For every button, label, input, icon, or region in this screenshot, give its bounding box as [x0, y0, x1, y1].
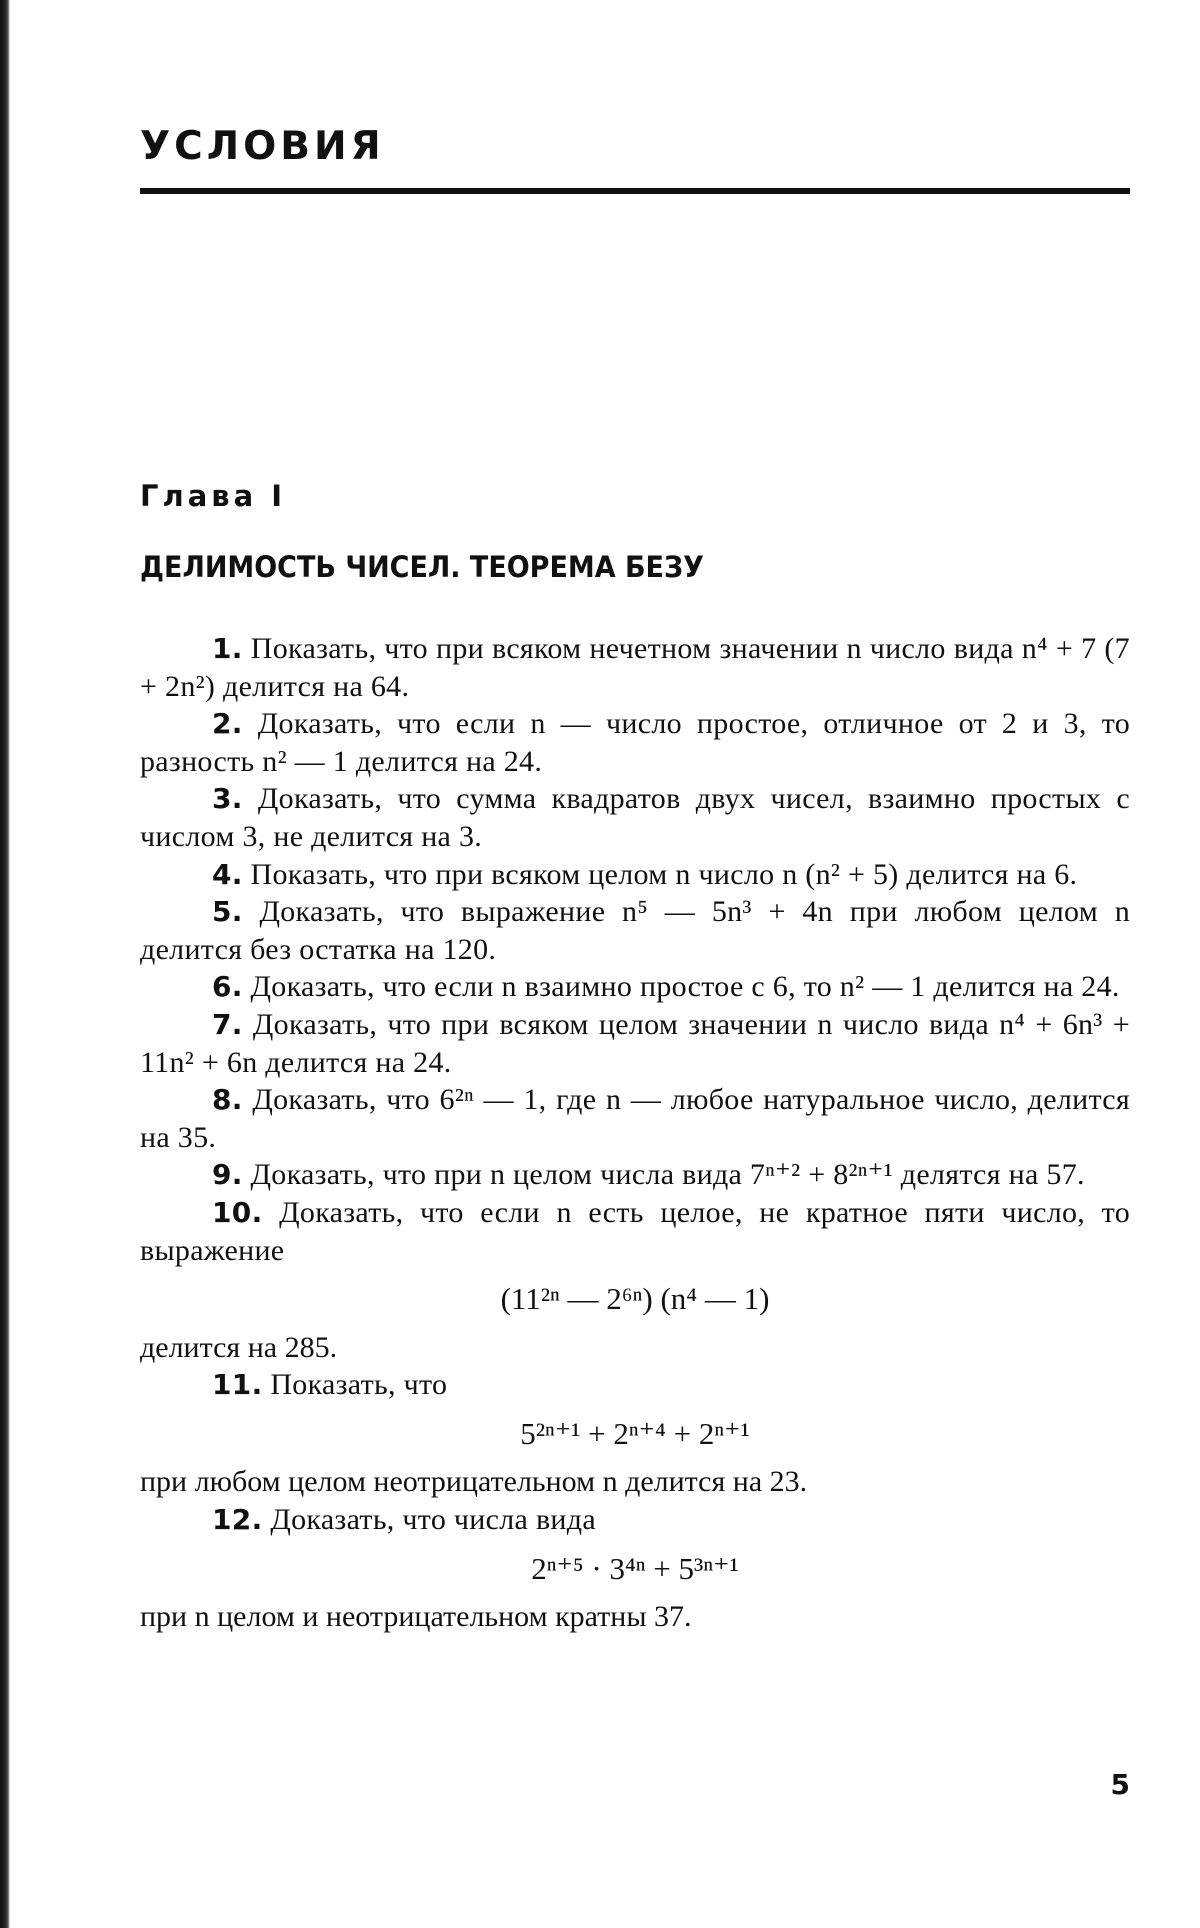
problem-2: [140, 705, 1130, 780]
problem-5: [140, 893, 1130, 968]
problem-text: Доказать, что выражение n⁵ — 5n³ + 4n при любом целом n делится без остатка на 120.: [140, 895, 1130, 966]
header-rule: [140, 188, 1130, 194]
problem-1: [140, 630, 1130, 705]
problem-text: Доказать, что при всяком целом значении n число вида n⁴ + 6n³ + 11n² + 6n делится на 24.: [140, 1007, 1130, 1079]
problem-12: [140, 1501, 1130, 1539]
problem-3: [140, 780, 1130, 855]
problem-7: [140, 1006, 1130, 1081]
problem-4: [140, 856, 1130, 894]
problem-10: [140, 1194, 1130, 1269]
problem-10-formula: (11²ⁿ — 2⁶ⁿ) (n⁴ — 1): [500, 1281, 770, 1317]
problem-number: 6.: [212, 970, 243, 1004]
problem-number: 8.: [212, 1083, 243, 1117]
problem-11: [140, 1366, 1130, 1404]
page-binding-edge: [0, 0, 10, 1928]
problem-9: [140, 1156, 1130, 1194]
problem-text: Доказать, что если n есть целое, не кратное пяти число, то выражение: [140, 1195, 1130, 1267]
problem-text: Доказать, что числа вида: [270, 1503, 596, 1537]
problem-number: 7.: [212, 1007, 243, 1041]
section-title: УСЛОВИЯ: [140, 124, 385, 169]
problem-number: 5.: [212, 895, 243, 929]
problem-text: Доказать, что если n — число простое, отличное от 2 и 3, то разность n² — 1 делится на 24.: [140, 707, 1130, 778]
problem-list: [140, 630, 1130, 1636]
problem-number: 4.: [212, 857, 243, 891]
problem-text: Показать, что: [270, 1368, 448, 1402]
problem-11-formula: 5²ⁿ⁺¹ + 2ⁿ⁺⁴ + 2ⁿ⁺¹: [520, 1415, 750, 1451]
problem-12-continuation: при n целом и неотрицательном кратны 37.: [140, 1600, 692, 1634]
problem-number: 11.: [212, 1368, 263, 1402]
problem-number: 12.: [212, 1503, 263, 1537]
problem-8: [140, 1081, 1130, 1156]
book-page: [140, 0, 1140, 1928]
problem-number: 1.: [212, 632, 243, 665]
problem-number: 2.: [212, 707, 243, 741]
page-number: 5: [1110, 1768, 1130, 1801]
problem-number: 10.: [212, 1195, 263, 1229]
problem-12-formula: 2ⁿ⁺⁵ · 3⁴ⁿ + 5³ⁿ⁺¹: [531, 1550, 739, 1586]
problem-text: Показать, что при всяком нечетном значении n число вида n⁴ + 7 (7 + 2n²) делится на 64.: [140, 632, 1130, 703]
problem-number: 9.: [212, 1158, 243, 1192]
problem-11-continuation: при любом целом неотрицательном n делится на 23.: [140, 1465, 808, 1499]
problem-number: 3.: [212, 782, 243, 816]
chapter-label: Глава I: [140, 479, 287, 513]
problem-10-continuation: делится на 285.: [140, 1330, 338, 1364]
problem-text: Показать, что при всяком целом n число n (n² + 5) делится на 6.: [250, 857, 1078, 891]
problem-text: Доказать, что 6²ⁿ — 1, где n — любое натуральное число, делится на 35.: [140, 1083, 1130, 1154]
problem-text: Доказать, что сумма квадратов двух чисел, взаимно простых с числом 3, не делится на 3.: [140, 782, 1130, 853]
problem-text: Доказать, что если n взаимно простое с 6, то n² — 1 делится на 24.: [250, 970, 1120, 1004]
chapter-title: ДЕЛИМОСТЬ ЧИСЕЛ. ТЕОРЕМА БЕЗУ: [140, 550, 704, 584]
problem-6: [140, 968, 1130, 1006]
problem-text: Доказать, что при n целом числа вида 7ⁿ⁺² + 8²ⁿ⁺¹ делятся на 57.: [250, 1158, 1085, 1192]
